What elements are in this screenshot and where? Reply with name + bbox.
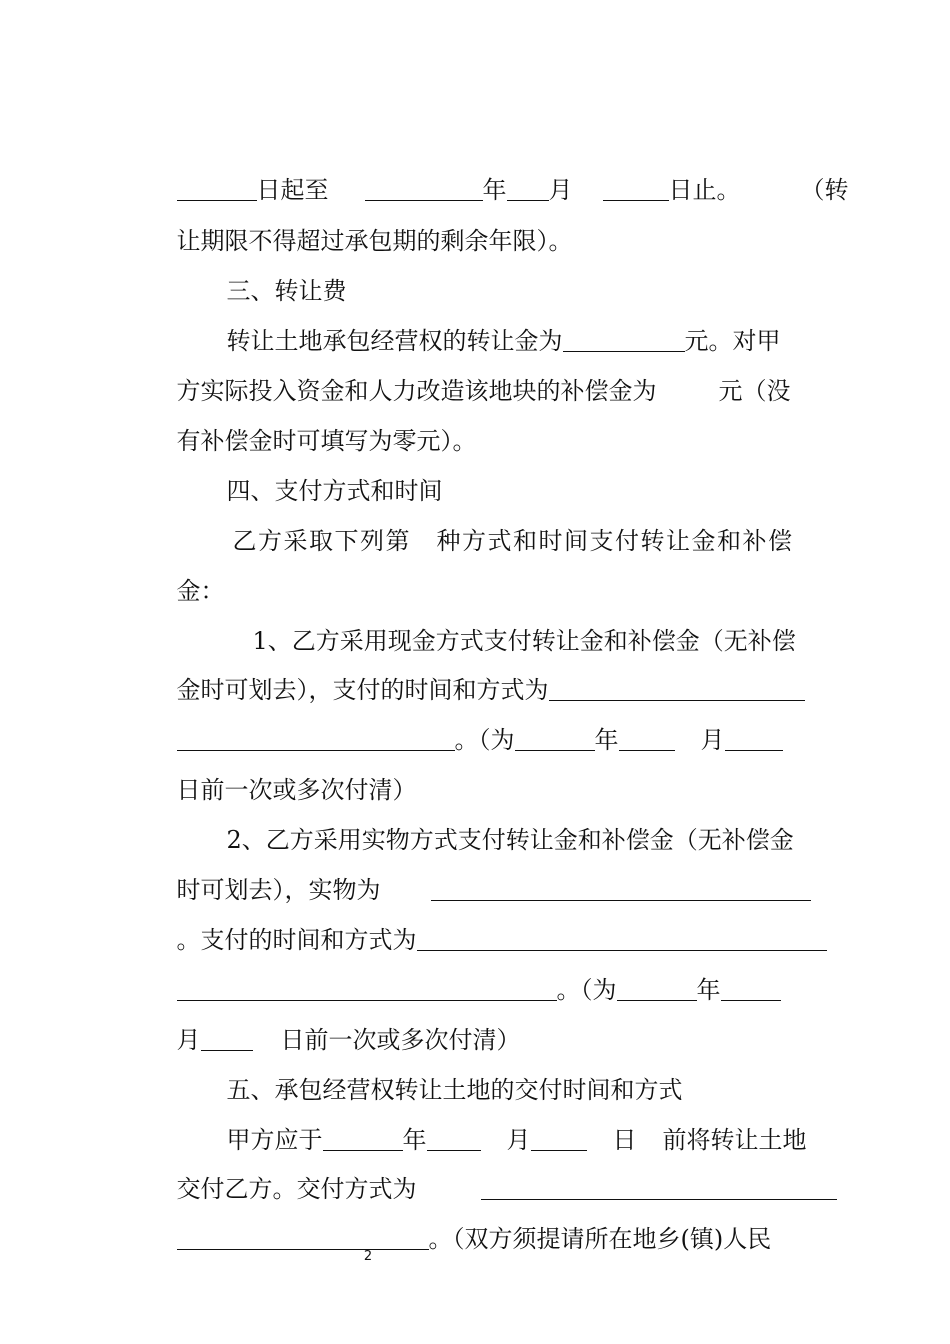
- text-line: [146, 930, 808, 1004]
- text-span: 年: [696, 976, 721, 1004]
- text-line: [196, 281, 808, 355]
- text-span: 。（为: [454, 726, 515, 754]
- text-span: 日前一次或多次付清）: [176, 776, 417, 804]
- text-line: [146, 1129, 808, 1203]
- text-line: [196, 1080, 808, 1154]
- text-span: 。支付的时间和方式为: [176, 926, 417, 954]
- text-line: [196, 780, 808, 854]
- text-span: 。（双方须提请所在地乡(镇)人民: [428, 1225, 772, 1253]
- text-line: [196, 481, 808, 555]
- text-span: 三、转让费: [226, 277, 347, 305]
- text-span: 四、支付方式和时间: [226, 477, 443, 505]
- blank-field: [177, 1219, 429, 1250]
- text-span: 日: [612, 1126, 637, 1154]
- text-line: [146, 1179, 808, 1253]
- text-span: 年: [482, 176, 507, 204]
- text-span: 有补偿金时可填写为零元）。: [176, 427, 477, 455]
- text-span: 日起至: [256, 176, 329, 204]
- section-heading: [196, 1030, 808, 1104]
- text-span: 五、承包经营权转让土地的交付时间和方式: [226, 1076, 683, 1104]
- text-line: [222, 581, 808, 655]
- text-span: 甲方应于: [226, 1126, 323, 1154]
- text-line: [146, 181, 808, 255]
- text-span: 金时可划去），支付的时间和方式为: [176, 676, 549, 704]
- text-line: [146, 130, 849, 204]
- text-span: 时可划去），实物为: [176, 876, 381, 904]
- text-span: 方实际投入资金和人力改造该地块的补偿金为: [176, 377, 657, 405]
- text-span: 转让土地承包经营权的转让金为: [226, 327, 563, 355]
- text-line: [146, 531, 808, 605]
- text-span: 1、乙方采用现金方式支付转让金和补偿金（无补偿: [252, 627, 796, 655]
- section-heading: [196, 431, 808, 505]
- section-heading: [196, 231, 808, 305]
- page-number: 2: [363, 1249, 373, 1264]
- text-span: 月: [506, 1126, 531, 1154]
- text-span: 2、乙方采用实物方式支付转让金和补偿金（无补偿金: [226, 826, 794, 854]
- text-span: 交付乙方。交付方式为: [176, 1175, 417, 1203]
- text-span: 月: [548, 176, 573, 204]
- text-line: [146, 331, 808, 405]
- text-span: 前将转让土地: [662, 1126, 807, 1154]
- text-line: [146, 830, 808, 904]
- text-span: 年: [402, 1126, 427, 1154]
- text-span: 乙方采取下列第 种方式和时间支付转让金和补偿: [232, 527, 794, 555]
- text-line: [146, 381, 808, 455]
- text-span: 月: [700, 726, 725, 754]
- text-line: [146, 980, 808, 1054]
- text-line: [146, 880, 808, 954]
- text-span: 元（没: [718, 377, 791, 405]
- text-span: 。（为: [556, 976, 617, 1004]
- text-span: 元。对甲: [684, 327, 781, 355]
- text-line: [146, 680, 808, 754]
- text-span: 让期限不得超过承包期的剩余年限）。: [176, 227, 573, 255]
- text-line: [146, 630, 808, 704]
- text-span: 日前一次或多次付清）: [280, 1026, 521, 1054]
- text-line: [146, 730, 808, 804]
- text-span: （转: [800, 176, 849, 204]
- text-span: 日止。: [668, 176, 741, 204]
- text-span: 月: [176, 1026, 201, 1054]
- text-span: 金：: [176, 577, 225, 605]
- text-span: 年: [594, 726, 619, 754]
